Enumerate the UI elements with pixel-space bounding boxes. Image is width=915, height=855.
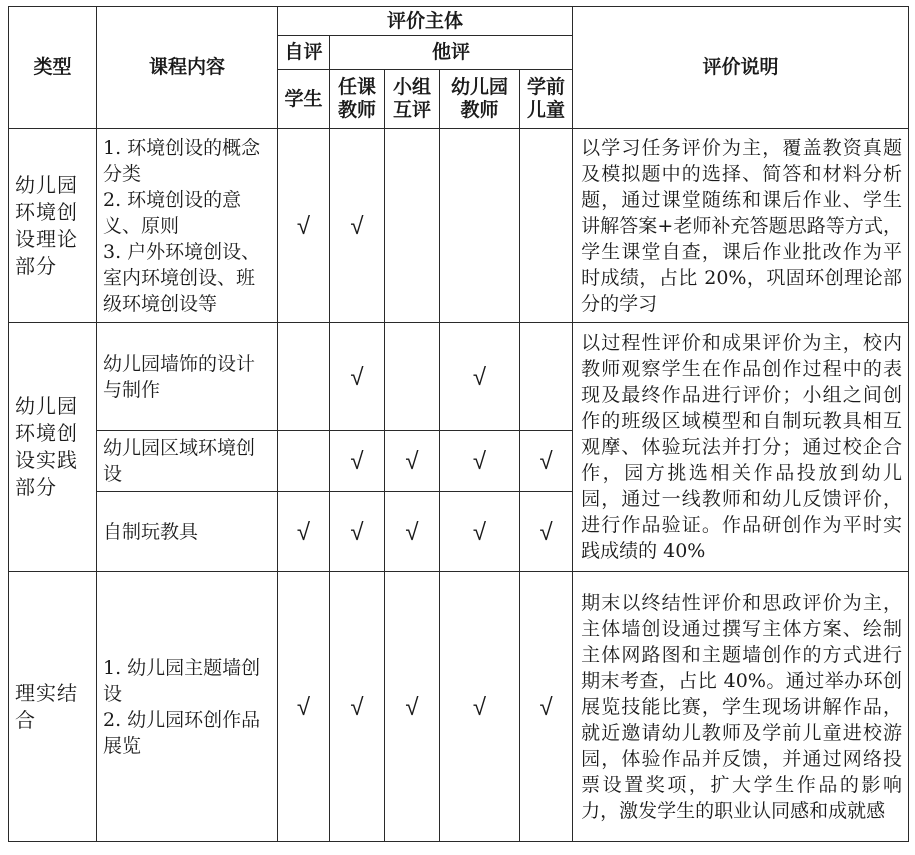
description-cell: 以学习任务评价为主，覆盖教资真题及模拟题中的选择、简答和材料分析题，通过课堂随练和课后作业、学生讲解答案+老师补充答题思路等方式，学生课堂自查，课后作业批改作为平时成绩，占比 20%，巩固环创理论部分的学习 <box>573 129 909 323</box>
header-self-eval: 自评 <box>278 36 330 70</box>
content-cell <box>97 129 278 323</box>
check-kg-teacher <box>440 129 520 323</box>
check-kg-teacher: √ <box>440 323 520 431</box>
content-item: 1. 幼儿园主题墙创设 <box>103 656 261 705</box>
header-child-line1: 学前 <box>527 76 566 98</box>
content-cell: 幼儿园区域环境创设 <box>97 431 278 492</box>
table-row <box>9 323 909 431</box>
table-row <box>9 129 909 323</box>
table-row <box>9 572 909 842</box>
header-group <box>385 70 440 129</box>
check-student: √ <box>278 492 330 572</box>
header-subject: 评价主体 <box>278 7 573 36</box>
check-student <box>278 323 330 431</box>
header-content: 课程内容 <box>97 7 278 129</box>
check-kg-teacher: √ <box>440 572 520 842</box>
header-student: 学生 <box>278 70 330 129</box>
check-student: √ <box>278 572 330 842</box>
check-child: √ <box>520 431 573 492</box>
content-cell: 幼儿园墙饰的设计与制作 <box>97 323 278 431</box>
check-teacher: √ <box>330 572 385 842</box>
header-child-line2: 儿童 <box>527 99 566 121</box>
check-teacher: √ <box>330 492 385 572</box>
description-cell: 期末以终结性评价和思政评价为主，主体墙创设通过撰写主体方案、绘制主体网路图和主题墙创作的方式进行期末考查，占比 40%。通过举办环创展览技能比赛，学生现场讲解作品，就近邀请幼儿教师及学前儿童进校游园，体验作品并反馈，并通过网络投票设置奖项，扩大学生作品的影响力，激发学生的职业认同感和成就感 <box>573 572 909 842</box>
check-kg-teacher: √ <box>440 431 520 492</box>
check-child: √ <box>520 572 573 842</box>
content-item: 2. 环境创设的意义、原则 <box>103 188 242 237</box>
check-child <box>520 129 573 323</box>
header-kg-teacher <box>440 70 520 129</box>
header-description: 评价说明 <box>573 7 909 129</box>
header-group-line1: 小组 <box>392 76 431 98</box>
evaluation-table <box>8 6 909 842</box>
header-kg-teacher-line2: 教师 <box>460 99 499 121</box>
check-teacher: √ <box>330 431 385 492</box>
check-student: √ <box>278 129 330 323</box>
content-item: 3. 户外环境创设、室内环境创设、班级环境创设等 <box>103 240 261 315</box>
content-cell: 自制玩教具 <box>97 492 278 572</box>
check-student <box>278 431 330 492</box>
header-teacher-line2: 教师 <box>337 99 376 121</box>
check-group: √ <box>385 492 440 572</box>
check-teacher: √ <box>330 129 385 323</box>
check-child: √ <box>520 492 573 572</box>
type-cell: 幼儿园环境创设实践部分 <box>9 323 97 572</box>
check-teacher: √ <box>330 323 385 431</box>
header-kg-teacher-line1: 幼儿园 <box>450 76 508 98</box>
header-group-line2: 互评 <box>392 99 431 121</box>
check-group: √ <box>385 431 440 492</box>
header-type: 类型 <box>9 7 97 129</box>
content-item: 2. 幼儿园环创作品展览 <box>103 708 261 757</box>
check-group: √ <box>385 572 440 842</box>
header-teacher <box>330 70 385 129</box>
check-group <box>385 323 440 431</box>
type-cell: 理实结合 <box>9 572 97 842</box>
header-other-eval: 他评 <box>330 36 573 70</box>
description-cell: 以过程性评价和成果评价为主，校内教师观察学生在作品创作过程中的表现及最终作品进行评价；小组之间创作的班级区域模型和自制玩教具相互观摩、体验玩法并打分；通过校企合作，园方挑选相关作品投放到幼儿园，通过一线教师和幼儿反馈评价，进行作品验证。作品研创作为平时实践成绩的 40% <box>573 323 909 572</box>
type-cell: 幼儿园环境创设理论部分 <box>9 129 97 323</box>
content-cell <box>97 572 278 842</box>
header-child <box>520 70 573 129</box>
check-child <box>520 323 573 431</box>
header-teacher-line1: 任课 <box>337 76 376 98</box>
check-group <box>385 129 440 323</box>
check-kg-teacher: √ <box>440 492 520 572</box>
content-item: 1. 环境创设的概念分类 <box>103 136 261 185</box>
